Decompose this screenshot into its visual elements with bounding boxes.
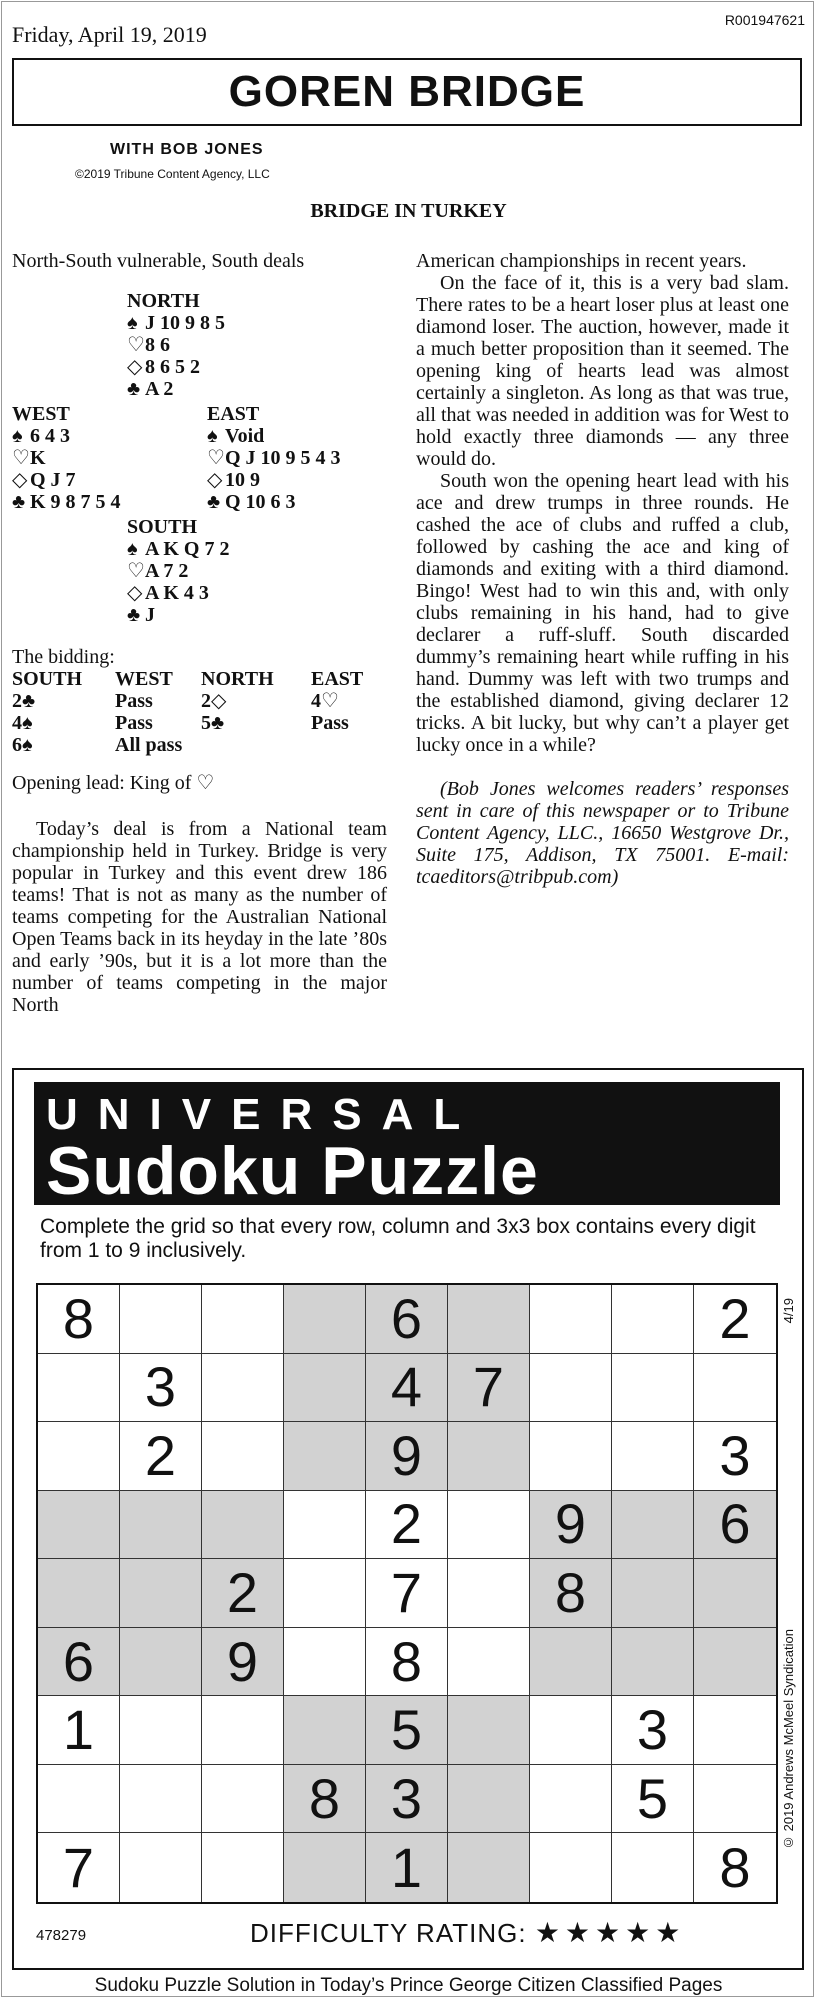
east-spades: Void (225, 425, 265, 447)
sudoku-cell (284, 1354, 366, 1423)
sudoku-cell: 7 (366, 1559, 448, 1628)
bidding-header: NORTH (201, 668, 274, 690)
bid (201, 734, 311, 756)
south-spades: A K Q 7 2 (145, 538, 230, 560)
sudoku-cell: 3 (120, 1354, 202, 1423)
sudoku-cell: 5 (366, 1696, 448, 1765)
sudoku-cell (202, 1833, 284, 1902)
diamond-icon: ◇ (127, 582, 143, 604)
north-spades: J 10 9 8 5 (145, 312, 225, 334)
bid: 4♠ (12, 712, 33, 734)
sudoku-cell (694, 1559, 776, 1628)
syndication-credit: © 2019 Andrews McMeel Syndication (781, 1629, 796, 1851)
sudoku-instructions: Complete the grid so that every row, column and 3x3 box contains every digit from 1 to 9 inclusively. (40, 1215, 756, 1262)
difficulty-label: DIFFICULTY RATING: (250, 1918, 527, 1948)
sudoku-cell (284, 1696, 366, 1765)
bid: 4♡ (311, 690, 339, 712)
sudoku-title: Sudoku Puzzle (46, 1133, 539, 1209)
sudoku-cell (612, 1628, 694, 1697)
south-label: SOUTH (127, 516, 198, 538)
sudoku-cell (530, 1628, 612, 1697)
sudoku-cell: 8 (366, 1628, 448, 1697)
sudoku-cell (530, 1422, 612, 1491)
difficulty-rating (250, 1916, 685, 1949)
sudoku-cell (448, 1559, 530, 1628)
sudoku-cell: 6 (366, 1285, 448, 1354)
sudoku-cell (530, 1833, 612, 1902)
sudoku-cell (120, 1559, 202, 1628)
sudoku-cell (38, 1422, 120, 1491)
sudoku-cell (530, 1285, 612, 1354)
sudoku-cell (202, 1422, 284, 1491)
sudoku-panel (12, 1068, 804, 1970)
diamond-icon: ◇ (207, 469, 223, 491)
bidding-row (12, 690, 392, 712)
club-icon: ♣ (127, 378, 141, 400)
bid: Pass (115, 712, 153, 734)
sudoku-cell (612, 1833, 694, 1902)
sudoku-cell (448, 1765, 530, 1834)
east-hearts: Q J 10 9 5 4 3 (225, 447, 341, 469)
sudoku-cell (612, 1354, 694, 1423)
sudoku-cell (284, 1559, 366, 1628)
star-icon: ★ (655, 1917, 686, 1948)
sudoku-cell: 7 (448, 1354, 530, 1423)
sudoku-cell: 1 (38, 1696, 120, 1765)
sudoku-cell: 6 (694, 1491, 776, 1560)
article-paragraph: On the face of it, this is a very bad slam. There rates to be a heart loser plus at least one diamond loser. The auction, however, made it a much better proposition than it seemed. The opening king of hearts lead was almost certainly a singleton. As long as that was true, all that was needed in addition was for West to hold exactly three diamonds — any three would do. (416, 272, 789, 470)
sudoku-cell (530, 1354, 612, 1423)
sudoku-banner (34, 1082, 780, 1209)
west-label: WEST (12, 403, 70, 425)
diamond-icon: ◇ (127, 356, 143, 378)
opening-lead: Opening lead: King of ♡ (12, 772, 215, 794)
sudoku-grid (36, 1283, 778, 1904)
sudoku-cell (284, 1628, 366, 1697)
sudoku-cell (38, 1559, 120, 1628)
north-hearts: 8 6 (145, 334, 170, 356)
publication-date: Friday, April 19, 2019 (12, 22, 207, 47)
club-icon: ♣ (12, 491, 26, 513)
sudoku-cell: 3 (366, 1765, 448, 1834)
east-clubs: Q 10 6 3 (225, 491, 296, 513)
sudoku-cell (38, 1491, 120, 1560)
article-headline: BRIDGE IN TURKEY (310, 200, 507, 222)
east-label: EAST (207, 403, 260, 425)
bidding-header: SOUTH (12, 668, 83, 690)
sudoku-cell (202, 1354, 284, 1423)
heart-icon: ♡ (12, 447, 30, 469)
north-clubs: A 2 (145, 378, 174, 400)
bid: 6♠ (12, 734, 33, 756)
bridge-left-column (12, 250, 387, 1016)
sudoku-brand: UNIVERSAL (46, 1090, 481, 1139)
column-title: GOREN BRIDGE (12, 58, 802, 126)
sudoku-cell (448, 1696, 530, 1765)
bid: 2◇ (201, 690, 227, 712)
sudoku-cell (38, 1354, 120, 1423)
south-hearts: A 7 2 (145, 560, 189, 582)
south-hand (127, 516, 229, 626)
sudoku-cell: 9 (530, 1491, 612, 1560)
sudoku-cell (284, 1422, 366, 1491)
sudoku-date: 4/19 (781, 1298, 796, 1324)
sudoku-cell (202, 1765, 284, 1834)
sudoku-cell: 3 (694, 1422, 776, 1491)
heart-icon: ♡ (207, 447, 225, 469)
club-icon: ♣ (207, 491, 221, 513)
spade-icon: ♠ (127, 538, 138, 560)
sudoku-cell (694, 1354, 776, 1423)
sudoku-cell: 8 (530, 1559, 612, 1628)
diamond-icon: ◇ (12, 469, 28, 491)
sudoku-cell (120, 1833, 202, 1902)
sudoku-cell (448, 1491, 530, 1560)
sudoku-cell (120, 1491, 202, 1560)
vulnerability-line: North-South vulnerable, South deals (12, 250, 305, 272)
west-hearts: K (30, 447, 46, 469)
sudoku-cell (120, 1628, 202, 1697)
sudoku-cell (284, 1491, 366, 1560)
sudoku-cell (448, 1422, 530, 1491)
article-paragraph: American championships in recent years. (416, 250, 747, 272)
sudoku-cell: 2 (366, 1491, 448, 1560)
sudoku-cell: 3 (612, 1696, 694, 1765)
bidding-row (12, 734, 392, 756)
sudoku-cell (120, 1285, 202, 1354)
sudoku-cell (202, 1285, 284, 1354)
bid: All pass (115, 734, 183, 756)
west-spades: 6 4 3 (30, 425, 70, 447)
heart-icon: ♡ (127, 560, 145, 582)
star-icon: ★ (564, 1917, 596, 1948)
reference-code: R001947621 (724, 12, 805, 28)
north-diamonds: 8 6 5 2 (145, 356, 200, 378)
sudoku-cell: 6 (38, 1628, 120, 1697)
south-clubs: J (145, 604, 155, 626)
difficulty-stars (535, 1917, 686, 1948)
byline: WITH BOB JONES (110, 141, 264, 158)
sudoku-cell: 9 (366, 1422, 448, 1491)
bidding-table (12, 646, 392, 756)
sudoku-cell (612, 1491, 694, 1560)
sudoku-cell (530, 1696, 612, 1765)
sudoku-cell: 5 (612, 1765, 694, 1834)
star-icon: ★ (534, 1917, 565, 1948)
north-hand (127, 290, 225, 400)
sudoku-cell (530, 1765, 612, 1834)
sudoku-cell (448, 1285, 530, 1354)
west-diamonds: Q J 7 (30, 469, 76, 491)
sudoku-cell (284, 1833, 366, 1902)
sudoku-cell (448, 1628, 530, 1697)
sudoku-cell: 2 (202, 1559, 284, 1628)
spade-icon: ♠ (12, 425, 23, 447)
sudoku-cell (202, 1491, 284, 1560)
article-body-left (12, 818, 387, 1016)
article-paragraph: South won the opening heart lead with his ace and drew trumps in three rounds. He cashed the ace of clubs and ruffed a club, followed by cashing the ace and king of diamonds and exiting with a third diamond. Bingo! West had to win this and, with only clubs remaining in his hand, had to give declarer a ruff-sluff. South discarded dummy’s remaining heart while ruffing in his hand. Dummy was left with two trumps and the established diamond, giving declarer 12 tricks. A bit lucky, but why can’t a player get lucky once in a while? (416, 470, 789, 756)
puzzle-id: 478279 (36, 1927, 87, 1944)
bidding-row (12, 712, 392, 734)
east-diamonds: 10 9 (225, 469, 260, 491)
article-paragraph: Today’s deal is from a National team championship held in Turkey. Bridge is very popular in Turkey and this event drew 186 teams! That is not as many as the number of teams competing for the Australian National Open Teams back in its heyday in the late ’80s and early ’90s, but it is a lot more than the number of teams competing in the major North (12, 818, 387, 1016)
east-hand (207, 403, 341, 513)
sudoku-cell (38, 1765, 120, 1834)
bidding-header: WEST (115, 668, 173, 690)
bid (311, 734, 391, 756)
sudoku-cell (120, 1696, 202, 1765)
sudoku-cell: 9 (202, 1628, 284, 1697)
sudoku-cell (694, 1765, 776, 1834)
sudoku-cell (694, 1628, 776, 1697)
south-diamonds: A K 4 3 (145, 582, 209, 604)
sudoku-cell: 8 (719, 1835, 751, 1899)
closing-note: (Bob Jones welcomes readers’ responses sent in care of this newspaper or to Tribune Content Agency, LLC., 16650 Westgrove Dr., Suite 175, Addison, TX 75001. E-mail: tcaeditors@tribpub.com) (416, 778, 789, 888)
sudoku-cell: 1 (366, 1833, 448, 1902)
sudoku-cell (612, 1285, 694, 1354)
sudoku-cell (202, 1696, 284, 1765)
north-label: NORTH (127, 290, 200, 312)
sudoku-cell (612, 1559, 694, 1628)
star-icon: ★ (625, 1917, 656, 1948)
sudoku-cell: 7 (38, 1833, 120, 1902)
sudoku-cell (120, 1765, 202, 1834)
bidding-label: The bidding: (12, 646, 115, 668)
star-icon: ★ (595, 1917, 626, 1948)
sudoku-cell (612, 1422, 694, 1491)
bidding-header-row (12, 668, 392, 690)
bridge-right-column (416, 250, 789, 888)
sudoku-cell: 2 (694, 1285, 776, 1354)
sudoku-cell: 4 (366, 1354, 448, 1423)
sudoku-cell: 8 (38, 1285, 120, 1354)
sudoku-cell (448, 1833, 530, 1902)
sudoku-cell (694, 1696, 776, 1765)
sudoku-cell: 2 (120, 1422, 202, 1491)
bid: 5♣ (201, 712, 225, 734)
copyright-line: ©2019 Tribune Content Agency, LLC (75, 167, 270, 181)
west-clubs: K 9 8 7 5 4 (30, 491, 121, 513)
footer-note: Sudoku Puzzle Solution in Today’s Prince George Citizen Classified Pages (94, 1975, 723, 1996)
bid: Pass (311, 712, 349, 734)
bid: 2♣ (12, 690, 36, 712)
bidding-header: EAST (311, 668, 364, 690)
spade-icon: ♠ (207, 425, 218, 447)
spade-icon: ♠ (127, 312, 138, 334)
heart-icon: ♡ (127, 334, 145, 356)
west-hand (12, 403, 121, 513)
club-icon: ♣ (127, 604, 141, 626)
bid: Pass (115, 690, 153, 712)
sudoku-cell (284, 1285, 366, 1354)
sudoku-cell: 8 (284, 1765, 366, 1834)
